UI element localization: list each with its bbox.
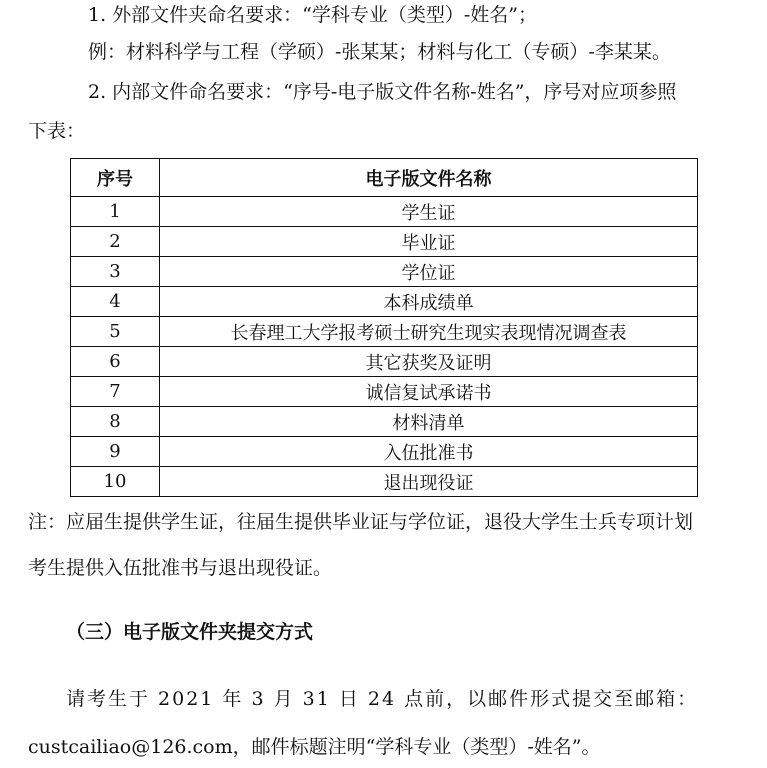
row-number: 2 bbox=[71, 227, 160, 257]
submission-instructions-line-1: 请考生于 2021 年 3 月 31 日 24 点前，以邮件形式提交至邮箱： bbox=[66, 688, 699, 710]
table-note-line-1: 注：应届生提供学生证，往届生提供毕业证与学位证，退役大学生士兵专项计划 bbox=[28, 511, 694, 533]
column-header-number: 序号 bbox=[71, 159, 160, 197]
outer-folder-naming-rule: 1. 外部文件夹命名要求：“学科专业（类型）-姓名”； bbox=[88, 4, 538, 26]
row-number: 4 bbox=[71, 287, 160, 317]
table-row bbox=[71, 317, 698, 347]
row-file-name: 退出现役证 bbox=[160, 467, 698, 497]
table-row bbox=[71, 287, 698, 317]
file-list-table bbox=[70, 158, 698, 497]
row-file-name: 材料清单 bbox=[160, 407, 698, 437]
table-row bbox=[71, 377, 698, 407]
row-number: 5 bbox=[71, 317, 160, 347]
inner-file-naming-rule: 2. 内部文件命名要求：“序号-电子版文件名称-姓名”，序号对应项参照 bbox=[88, 81, 677, 103]
row-file-name: 入伍批准书 bbox=[160, 437, 698, 467]
row-file-name: 学生证 bbox=[160, 197, 698, 227]
table-row bbox=[71, 437, 698, 467]
table-row bbox=[71, 197, 698, 227]
inner-file-naming-rule-continued: 下表： bbox=[28, 120, 86, 142]
table-row bbox=[71, 467, 698, 497]
row-number: 1 bbox=[71, 197, 160, 227]
row-file-name: 其它获奖及证明 bbox=[160, 347, 698, 377]
row-number: 6 bbox=[71, 347, 160, 377]
column-header-file-name: 电子版文件名称 bbox=[160, 159, 698, 197]
row-file-name: 诚信复试承诺书 bbox=[160, 377, 698, 407]
table-row bbox=[71, 257, 698, 287]
outer-folder-naming-example: 例：材料科学与工程（学硕）-张某某；材料与化工（专硕）-李某某。 bbox=[88, 41, 671, 63]
table-row bbox=[71, 227, 698, 257]
row-file-name: 学位证 bbox=[160, 257, 698, 287]
row-file-name: 毕业证 bbox=[160, 227, 698, 257]
table-note-line-2: 考生提供入伍批准书与退出现役证。 bbox=[28, 557, 333, 579]
row-number: 3 bbox=[71, 257, 160, 287]
row-number: 10 bbox=[71, 467, 160, 497]
table-row bbox=[71, 347, 698, 377]
row-number: 8 bbox=[71, 407, 160, 437]
row-number: 9 bbox=[71, 437, 160, 467]
row-file-name: 本科成绩单 bbox=[160, 287, 698, 317]
submission-instructions-line-2: custcailiao@126.com，邮件标题注明“学科专业（类型）-姓名”。 bbox=[28, 736, 601, 758]
table-row bbox=[71, 407, 698, 437]
section-heading: （三）电子版文件夹提交方式 bbox=[66, 621, 314, 643]
table-header-row bbox=[71, 159, 698, 197]
row-file-name: 长春理工大学报考硕士研究生现实表现情况调查表 bbox=[160, 317, 698, 347]
row-number: 7 bbox=[71, 377, 160, 407]
